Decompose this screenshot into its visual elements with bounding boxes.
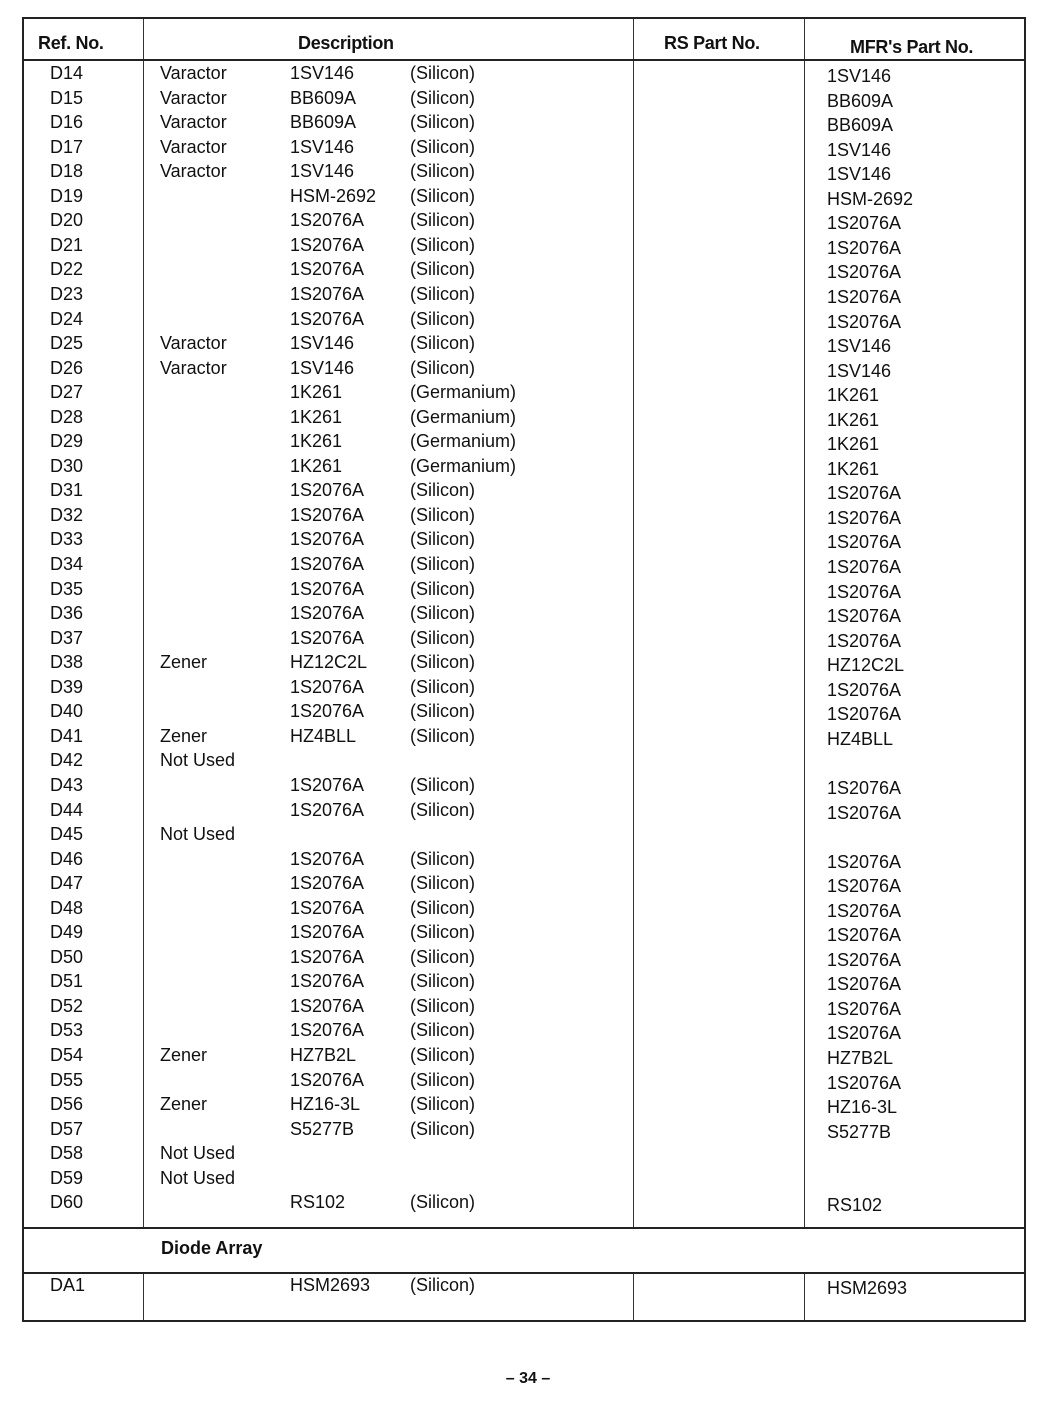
cell-material: (Silicon)	[410, 529, 476, 550]
cell-ref: D56	[50, 1094, 84, 1115]
cell-part: BB609A	[290, 87, 357, 108]
cell-ref: D57	[50, 1118, 84, 1139]
cell-ref: DA1	[50, 1275, 86, 1295]
cell-part: S5277B	[290, 1118, 355, 1139]
table-row	[24, 456, 1024, 481]
cell-ref: D36	[50, 603, 84, 624]
cell-material: (Silicon)	[410, 333, 476, 354]
cell-part: 1K261	[290, 455, 343, 476]
table-row	[24, 971, 1024, 996]
cell-part: 1S2076A	[290, 873, 365, 894]
header-ref-no: Ref. No.	[38, 33, 104, 53]
cell-part: 1S2076A	[290, 529, 365, 550]
cell-material: (Silicon)	[410, 283, 476, 304]
cell-part: 1S2076A	[290, 234, 365, 255]
cell-part: 1S2076A	[290, 554, 365, 574]
cell-material: (Germanium)	[410, 406, 517, 427]
cell-part: 1S2076A	[290, 283, 365, 304]
cell-part: 1S2076A	[290, 1020, 365, 1041]
cell-part: 1S2076A	[290, 701, 365, 722]
cell-ref: D25	[50, 333, 84, 354]
cell-ref: D40	[50, 701, 84, 722]
cell-mfr-part: 1S2076A	[827, 974, 902, 995]
cell-mfr-part: 1S2076A	[827, 1023, 902, 1044]
cell-mfr-part: HZ4BLL	[827, 728, 894, 749]
cell-material: (Silicon)	[410, 210, 476, 231]
cell-material: (Silicon)	[410, 627, 476, 648]
cell-mfr-part: HZ7B2L	[827, 1048, 894, 1068]
cell-ref: D55	[50, 1069, 84, 1090]
cell-part: 1SV146	[290, 63, 355, 83]
cell-type: Not Used	[160, 1143, 236, 1164]
cell-material: (Silicon)	[410, 1069, 476, 1090]
table-row	[24, 382, 1024, 407]
cell-material: (Silicon)	[410, 873, 476, 894]
cell-material: (Silicon)	[410, 1094, 476, 1115]
table-row	[24, 161, 1024, 186]
cell-ref: D35	[50, 578, 84, 599]
cell-mfr-part: 1SV146	[827, 336, 892, 357]
cell-mfr-part: 1SV146	[827, 66, 892, 86]
cell-mfr-part: 1S2076A	[827, 262, 902, 283]
cell-material: (Germanium)	[410, 431, 517, 452]
table-row	[24, 210, 1024, 235]
cell-material: (Germanium)	[410, 382, 517, 403]
cell-part: HSM-2692	[290, 185, 377, 206]
cell-ref: D30	[50, 455, 84, 476]
cell-material: (Silicon)	[410, 946, 476, 967]
cell-part: 1SV146	[290, 333, 355, 354]
cell-type: Varactor	[160, 333, 227, 354]
cell-mfr-part: 1S2076A	[827, 876, 902, 897]
cell-mfr-part: 1SV146	[827, 360, 892, 381]
table-row	[24, 259, 1024, 284]
parts-table	[22, 17, 1026, 1322]
cell-ref: D34	[50, 554, 84, 574]
cell-part: RS102	[290, 1192, 346, 1213]
cell-ref: D44	[50, 799, 84, 820]
table-row	[24, 309, 1024, 334]
cell-mfr-part: 1K261	[827, 434, 880, 455]
cell-material: (Silicon)	[410, 480, 476, 501]
cell-material: (Silicon)	[410, 1192, 476, 1213]
cell-part: 1S2076A	[290, 995, 365, 1016]
cell-ref: D22	[50, 259, 84, 280]
cell-mfr-part: HSM2693	[827, 1278, 908, 1298]
cell-ref: D28	[50, 406, 84, 427]
cell-ref: D52	[50, 995, 84, 1016]
cell-ref: D59	[50, 1167, 84, 1188]
table-row	[24, 628, 1024, 653]
cell-type: Not Used	[160, 750, 236, 771]
cell-mfr-part: HZ12C2L	[827, 655, 905, 676]
cell-material: (Silicon)	[410, 161, 476, 182]
table-row	[24, 996, 1024, 1021]
cell-type: Zener	[160, 652, 208, 673]
cell-part: HZ12C2L	[290, 652, 368, 673]
cell-material: (Silicon)	[410, 1275, 476, 1295]
cell-material: (Silicon)	[410, 652, 476, 673]
cell-ref: D58	[50, 1143, 84, 1164]
cell-mfr-part: 1S2076A	[827, 925, 902, 946]
table-row	[24, 1275, 1024, 1300]
cell-ref: D54	[50, 1045, 84, 1065]
table-row	[24, 407, 1024, 432]
table-row	[24, 726, 1024, 751]
header-rs-part-no: RS Part No.	[664, 33, 760, 53]
table-row	[24, 137, 1024, 162]
cell-ref: D60	[50, 1192, 84, 1213]
table-row	[24, 1143, 1024, 1168]
table-row	[24, 873, 1024, 898]
cell-part: 1K261	[290, 406, 343, 427]
table-row	[24, 1119, 1024, 1144]
cell-part: 1SV146	[290, 136, 355, 157]
table-row	[24, 88, 1024, 113]
cell-ref: D51	[50, 971, 84, 992]
header-mfr-part-no: MFR's Part No.	[850, 37, 974, 57]
cell-ref: D48	[50, 897, 84, 918]
cell-ref: D50	[50, 946, 84, 967]
cell-material: (Silicon)	[410, 995, 476, 1016]
cell-material: (Silicon)	[410, 848, 476, 869]
table-row	[24, 603, 1024, 628]
cell-ref: D38	[50, 652, 84, 673]
cell-mfr-part: HZ16-3L	[827, 1097, 898, 1118]
cell-part: HZ16-3L	[290, 1094, 361, 1115]
table-row	[24, 898, 1024, 923]
cell-ref: D33	[50, 529, 84, 550]
table-row	[24, 112, 1024, 137]
cell-material: (Silicon)	[410, 799, 476, 820]
cell-material: (Silicon)	[410, 578, 476, 599]
cell-material: (Silicon)	[410, 897, 476, 918]
cell-ref: D29	[50, 431, 84, 452]
cell-part: 1S2076A	[290, 578, 365, 599]
table-row	[24, 824, 1024, 849]
cell-material: (Silicon)	[410, 922, 476, 943]
cell-type: Varactor	[160, 161, 227, 182]
cell-part: 1S2076A	[290, 1069, 365, 1090]
cell-ref: D42	[50, 750, 84, 771]
cell-mfr-part: 1K261	[827, 458, 880, 479]
cell-mfr-part: 1K261	[827, 385, 880, 406]
table-row	[24, 554, 1024, 579]
cell-part: HSM2693	[290, 1275, 371, 1295]
cell-part: 1S2076A	[290, 259, 365, 280]
cell-ref: D19	[50, 185, 84, 206]
table-row	[24, 505, 1024, 530]
cell-mfr-part: 1S2076A	[827, 581, 902, 602]
table-row	[24, 579, 1024, 604]
cell-ref: D49	[50, 922, 84, 943]
cell-ref: D37	[50, 627, 84, 648]
cell-material: (Silicon)	[410, 136, 476, 157]
cell-mfr-part: 1S2076A	[827, 679, 902, 700]
cell-type: Not Used	[160, 824, 236, 845]
cell-mfr-part: 1S2076A	[827, 507, 902, 528]
cell-mfr-part: 1S2076A	[827, 851, 902, 872]
cell-type: Zener	[160, 1094, 208, 1115]
cell-material: (Silicon)	[410, 1020, 476, 1041]
cell-mfr-part: 1S2076A	[827, 998, 902, 1019]
cell-ref: D31	[50, 480, 84, 501]
cell-type: Varactor	[160, 112, 227, 133]
cell-mfr-part: 1SV146	[827, 139, 892, 160]
cell-material: (Silicon)	[410, 112, 476, 133]
cell-material: (Germanium)	[410, 455, 517, 476]
cell-ref: D17	[50, 136, 84, 157]
cell-material: (Silicon)	[410, 185, 476, 206]
cell-material: (Silicon)	[410, 554, 476, 574]
cell-material: (Silicon)	[410, 701, 476, 722]
table-row	[24, 431, 1024, 456]
table-row	[24, 750, 1024, 775]
header-divider	[24, 59, 1024, 61]
cell-type: Varactor	[160, 136, 227, 157]
cell-part: 1S2076A	[290, 897, 365, 918]
section-title-diode-array: Diode Array	[161, 1238, 263, 1258]
cell-part: 1S2076A	[290, 774, 365, 795]
cell-ref: D15	[50, 87, 84, 108]
cell-material: (Silicon)	[410, 87, 476, 108]
table-row	[24, 652, 1024, 677]
cell-material: (Silicon)	[410, 234, 476, 255]
cell-type: Zener	[160, 725, 208, 746]
cell-part: 1S2076A	[290, 210, 365, 231]
table-row	[24, 358, 1024, 383]
cell-part: 1S2076A	[290, 971, 365, 992]
cell-ref: D14	[50, 63, 84, 83]
cell-material: (Silicon)	[410, 504, 476, 525]
cell-part: 1S2076A	[290, 504, 365, 525]
cell-ref: D39	[50, 676, 84, 697]
cell-ref: D43	[50, 774, 84, 795]
table-row	[24, 1020, 1024, 1045]
table-row	[24, 1070, 1024, 1095]
table-row	[24, 800, 1024, 825]
cell-ref: D20	[50, 210, 84, 231]
cell-mfr-part: 1S2076A	[827, 606, 902, 627]
cell-mfr-part: 1S2076A	[827, 286, 902, 307]
table-row	[24, 677, 1024, 702]
cell-mfr-part: 1S2076A	[827, 237, 902, 258]
cell-material: (Silicon)	[410, 603, 476, 624]
cell-part: 1S2076A	[290, 676, 365, 697]
cell-ref: D23	[50, 283, 84, 304]
cell-material: (Silicon)	[410, 1118, 476, 1139]
cell-part: 1S2076A	[290, 480, 365, 501]
cell-mfr-part: 1S2076A	[827, 483, 902, 504]
cell-part: 1S2076A	[290, 946, 365, 967]
cell-mfr-part: HSM-2692	[827, 188, 914, 209]
cell-part: 1SV146	[290, 357, 355, 378]
table-row	[24, 235, 1024, 260]
cell-mfr-part: 1S2076A	[827, 802, 902, 823]
cell-type: Not Used	[160, 1167, 236, 1188]
table-row	[24, 947, 1024, 972]
cell-part: HZ4BLL	[290, 725, 357, 746]
cell-material: (Silicon)	[410, 971, 476, 992]
cell-mfr-part: RS102	[827, 1195, 883, 1216]
table-row	[24, 1045, 1024, 1070]
table-row	[24, 775, 1024, 800]
cell-part: 1K261	[290, 382, 343, 403]
cell-part: BB609A	[290, 112, 357, 133]
cell-part: 1S2076A	[290, 627, 365, 648]
table-row	[24, 849, 1024, 874]
cell-mfr-part: 1S2076A	[827, 704, 902, 725]
cell-mfr-part: BB609A	[827, 115, 894, 136]
cell-mfr-part: 1S2076A	[827, 630, 902, 651]
cell-part: 1K261	[290, 431, 343, 452]
table-row	[24, 701, 1024, 726]
section-divider-bottom	[24, 1272, 1024, 1274]
cell-material: (Silicon)	[410, 725, 476, 746]
table-row	[24, 922, 1024, 947]
cell-ref: D45	[50, 824, 84, 845]
cell-ref: D18	[50, 161, 84, 182]
cell-ref: D26	[50, 357, 84, 378]
cell-ref: D53	[50, 1020, 84, 1041]
cell-mfr-part: 1S2076A	[827, 213, 902, 234]
cell-ref: D41	[50, 725, 84, 746]
cell-mfr-part: 1SV146	[827, 164, 892, 185]
cell-mfr-part: 1S2076A	[827, 777, 902, 798]
page-number: – 34 –	[505, 1370, 551, 1387]
cell-mfr-part: BB609A	[827, 90, 894, 111]
table-row	[24, 333, 1024, 358]
cell-mfr-part: 1S2076A	[827, 532, 902, 553]
table-row	[24, 480, 1024, 505]
cell-part: 1S2076A	[290, 848, 365, 869]
cell-ref: D46	[50, 848, 84, 869]
cell-material: (Silicon)	[410, 63, 476, 83]
cell-part: HZ7B2L	[290, 1045, 357, 1065]
cell-ref: D27	[50, 382, 84, 403]
table-row	[24, 1094, 1024, 1119]
cell-mfr-part: S5277B	[827, 1121, 892, 1142]
table-row	[24, 1168, 1024, 1193]
cell-mfr-part: 1K261	[827, 409, 880, 430]
cell-type: Zener	[160, 1045, 208, 1065]
cell-mfr-part: 1S2076A	[827, 557, 902, 577]
cell-material: (Silicon)	[410, 259, 476, 280]
table-row	[24, 186, 1024, 211]
cell-type: Varactor	[160, 63, 227, 83]
cell-ref: D24	[50, 308, 84, 329]
cell-ref: D32	[50, 504, 84, 525]
cell-part: 1S2076A	[290, 922, 365, 943]
table-row	[24, 284, 1024, 309]
cell-material: (Silicon)	[410, 676, 476, 697]
cell-material: (Silicon)	[410, 1045, 476, 1065]
cell-mfr-part: 1S2076A	[827, 311, 902, 332]
cell-part: 1S2076A	[290, 799, 365, 820]
cell-part: 1SV146	[290, 161, 355, 182]
cell-mfr-part: 1S2076A	[827, 1072, 902, 1093]
table-row	[24, 1192, 1024, 1217]
cell-part: 1S2076A	[290, 308, 365, 329]
cell-ref: D21	[50, 234, 84, 255]
cell-material: (Silicon)	[410, 357, 476, 378]
table-row	[24, 63, 1024, 88]
cell-part: 1S2076A	[290, 603, 365, 624]
cell-ref: D16	[50, 112, 84, 133]
cell-ref: D47	[50, 873, 84, 894]
cell-material: (Silicon)	[410, 308, 476, 329]
cell-material: (Silicon)	[410, 774, 476, 795]
cell-type: Varactor	[160, 357, 227, 378]
cell-mfr-part: 1S2076A	[827, 900, 902, 921]
table-row	[24, 529, 1024, 554]
header-description: Description	[298, 33, 394, 53]
cell-type: Varactor	[160, 87, 227, 108]
cell-mfr-part: 1S2076A	[827, 949, 902, 970]
